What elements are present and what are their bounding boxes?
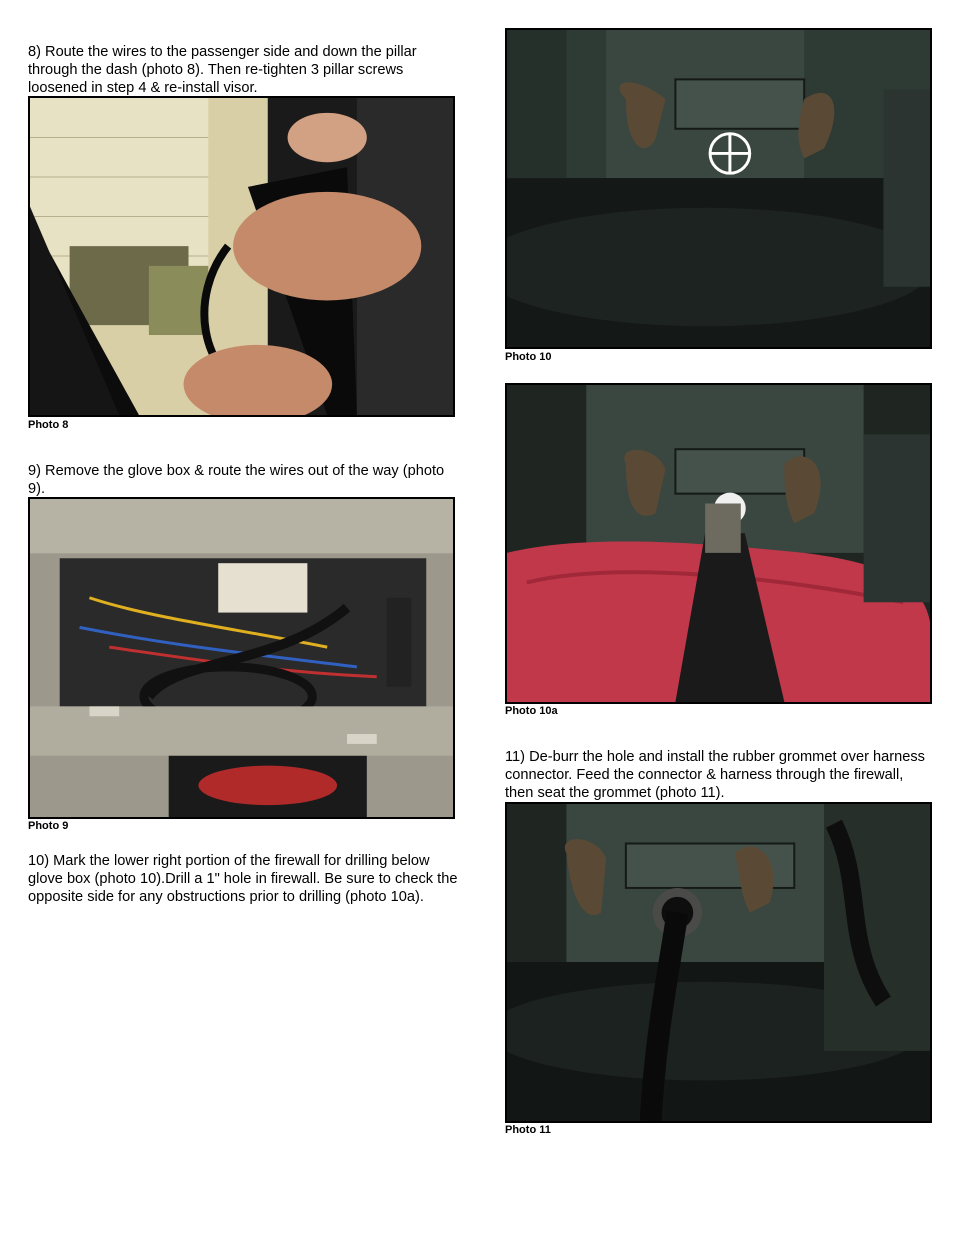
step-11-instructions: 11) De-burr the hole and install the rubber grommet over harness connector. Feed the connector & harness through the firewall, then seat the grommet (photo 11). bbox=[505, 749, 925, 801]
step-9-instructions: 9) Remove the glove box & route the wires out of the way (photo 9). bbox=[28, 463, 445, 497]
step-10-instructions: 10) Mark the lower right portion of the firewall for drilling below glove box (photo 10).Drill a 1" hole in firewall. Be sure to check the opposite side for any obstructions prior to drilling (photo 10a). bbox=[28, 853, 458, 905]
photo-10a-caption: Photo 10a bbox=[505, 705, 558, 717]
photo-9-image bbox=[28, 497, 455, 819]
photo-8-image bbox=[28, 96, 455, 417]
photo-10a-image bbox=[505, 383, 932, 704]
photo-8-caption: Photo 8 bbox=[28, 419, 69, 431]
photo-9-caption: Photo 9 bbox=[28, 820, 69, 832]
photo-10-image bbox=[505, 28, 932, 349]
step-8-instructions: 8) Route the wires to the passenger side and down the pillar through the dash (photo 8). Then re-tighten 3 pillar screws loosened in step 4 & re-install visor. bbox=[28, 44, 417, 96]
photo-11-image bbox=[505, 802, 932, 1123]
photo-11-caption: Photo 11 bbox=[505, 1124, 551, 1136]
photo-10-caption: Photo 10 bbox=[505, 351, 552, 363]
